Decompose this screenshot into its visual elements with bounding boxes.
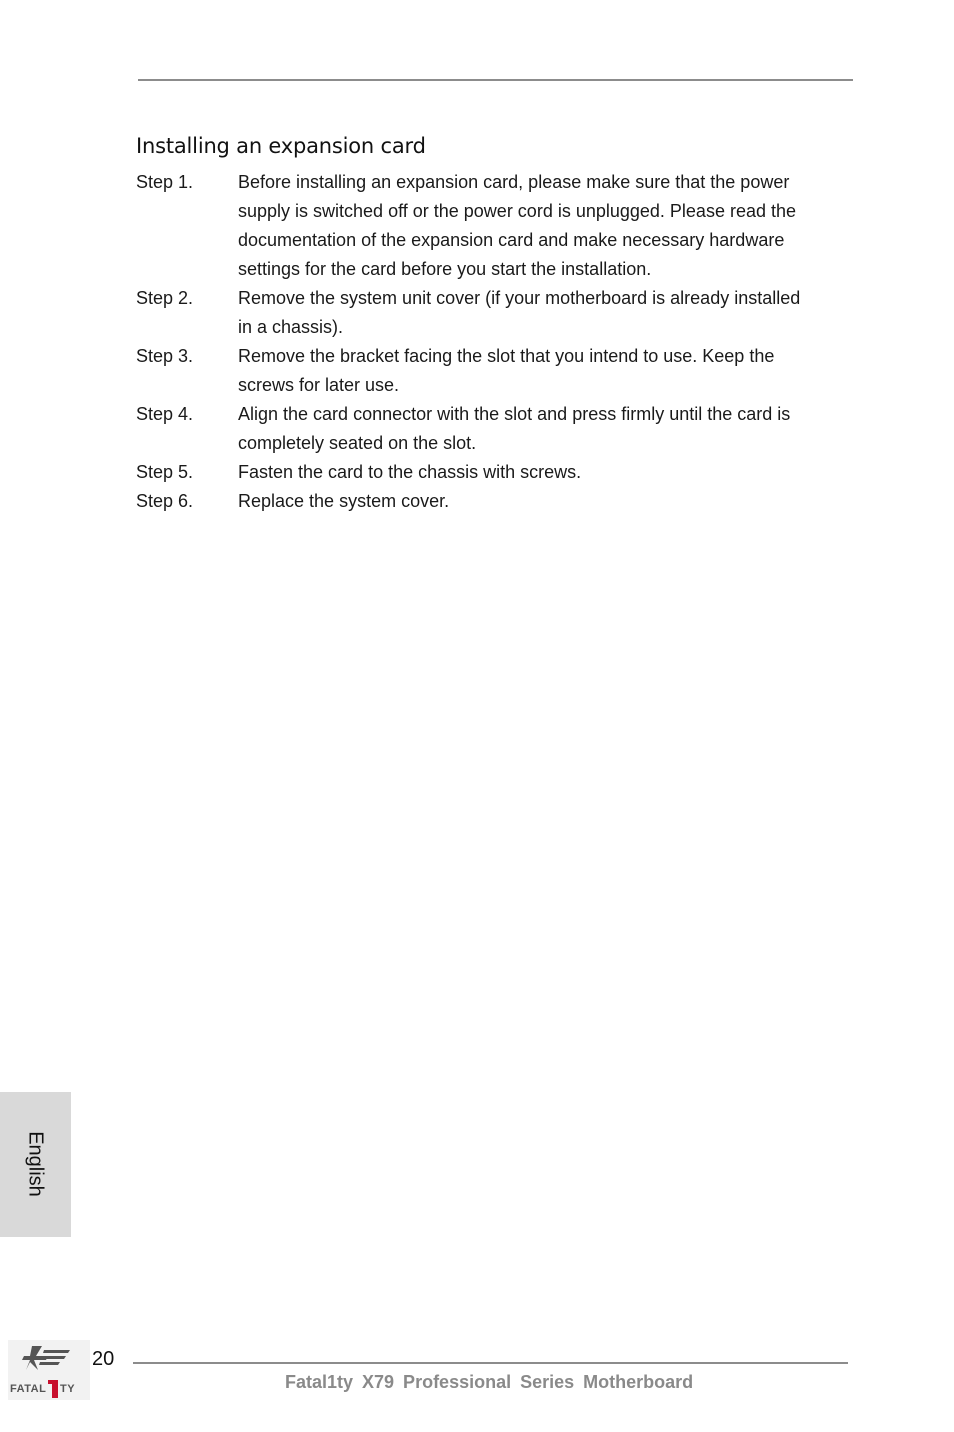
step-item bbox=[136, 284, 856, 342]
language-tab bbox=[0, 1092, 71, 1237]
step-item bbox=[136, 487, 856, 516]
language-label: English bbox=[24, 1131, 47, 1197]
page-number: 20 bbox=[92, 1348, 115, 1370]
step-text: Align the card connector with the slot and press firmly until the card is completely seated on the slot. bbox=[238, 404, 791, 453]
step-text: Replace the system cover. bbox=[238, 491, 450, 511]
step-item bbox=[136, 342, 856, 400]
step-label: Step 3. bbox=[136, 346, 194, 366]
svg-text:TY: TY bbox=[60, 1383, 76, 1395]
step-item bbox=[136, 168, 856, 284]
step-text: Before installing an expansion card, please make sure that the power supply is switched off or the power cord is unplugged. Please read the documentation of the expansion card and make necessary hardware settings for the card before you start the installation. bbox=[238, 172, 796, 279]
step-text: Remove the bracket facing the slot that you intend to use. Keep the screws for later use. bbox=[238, 346, 775, 395]
footer-title: Fatal1ty X79 Professional Series Motherboard bbox=[285, 1372, 694, 1392]
step-item bbox=[136, 458, 856, 487]
fatal1ty-logo bbox=[8, 1340, 90, 1400]
logo-wordmark: FATAL bbox=[10, 1383, 47, 1395]
step-label: Step 1. bbox=[136, 172, 194, 192]
section-title: Installing an expansion card bbox=[136, 134, 426, 158]
step-label: Step 4. bbox=[136, 404, 194, 424]
step-item bbox=[136, 400, 856, 458]
steps-list bbox=[136, 168, 856, 516]
step-label: Step 5. bbox=[136, 462, 194, 482]
step-text: Remove the system unit cover (if your motherboard is already installed in a chassis). bbox=[238, 288, 801, 337]
footer-divider bbox=[133, 1362, 848, 1364]
step-label: Step 2. bbox=[136, 288, 194, 308]
step-text: Fasten the card to the chassis with screws. bbox=[238, 462, 582, 482]
header-divider bbox=[138, 79, 853, 81]
step-label: Step 6. bbox=[136, 491, 194, 511]
